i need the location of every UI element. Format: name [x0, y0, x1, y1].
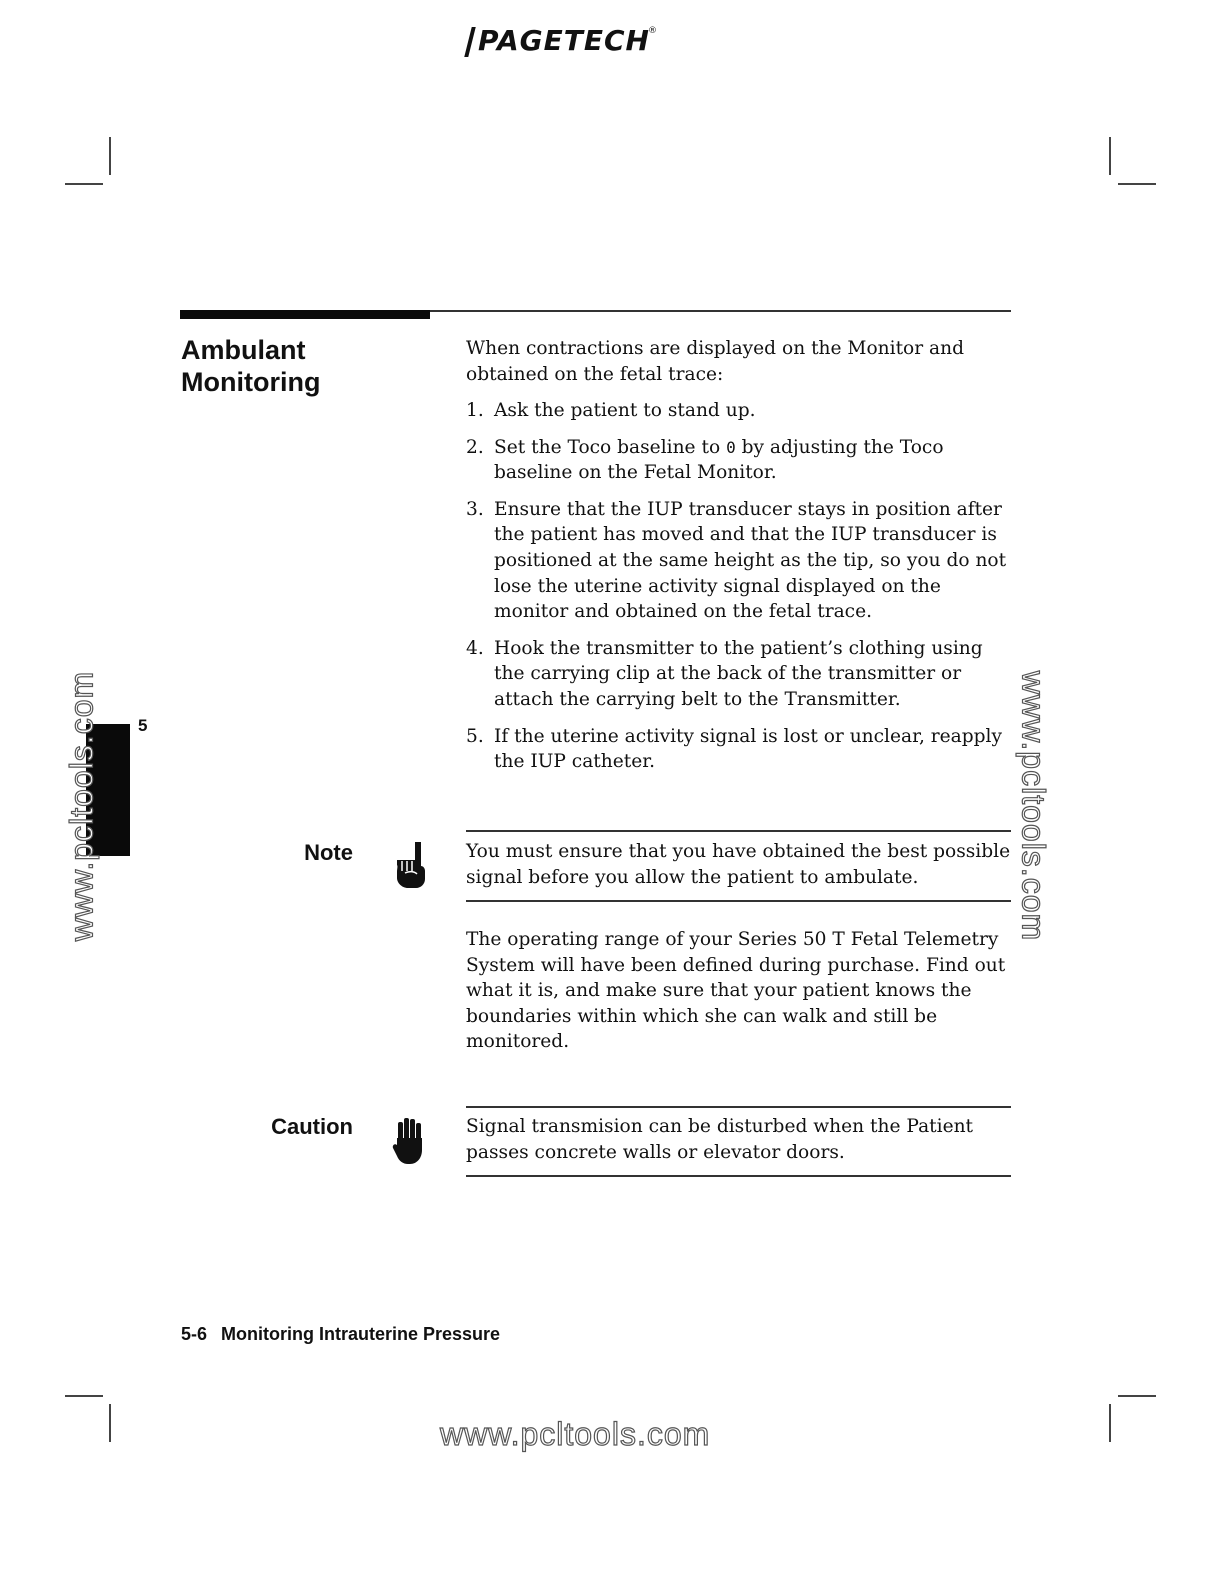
heading-line-2: Monitoring [181, 367, 321, 397]
intro-paragraph: When contractions are displayed on the Monitor and obtained on the fetal trace: [466, 338, 965, 385]
toco-baseline-value: 0 [726, 437, 736, 457]
list-item: 1. Ask the patient to stand up. [466, 400, 756, 421]
watermark-bottom: www.pcltools.com [440, 1416, 711, 1452]
crop-mark-top-right-v [1109, 137, 1111, 175]
crop-mark-bottom-right-h [1118, 1395, 1156, 1397]
crop-mark-top-right-h [1118, 183, 1156, 185]
steps-list [466, 398, 1014, 786]
watermark-right: www.pcltools.com [1015, 670, 1052, 942]
section-rule-thin [430, 310, 1011, 312]
list-item: 5. If the uterine activity signal is lost or unclear, reapply the IUP catheter. [466, 725, 1002, 773]
pointing-hand-icon [393, 840, 429, 892]
chapter-tab-number: 5 [138, 716, 148, 735]
section-rule-thick [180, 310, 430, 319]
note-label: Note [304, 840, 353, 865]
list-item: 3. Ensure that the IUP transducer stays in position after the patient has moved and that the IUP transducer is positioned at the same height as the tip, so you do not lose the uterine activity signal displayed on the monitor and obtained on the fetal trace. [466, 498, 1007, 623]
crop-mark-top-left-h [65, 183, 103, 185]
crop-mark-bottom-left-v [109, 1404, 111, 1442]
logo-text: PAGETECH [478, 24, 650, 57]
pagetech-logo [468, 24, 668, 64]
caution-label: Caution [271, 1114, 353, 1139]
heading-line-1: Ambulant [181, 335, 306, 365]
list-item: 2. Set the Toco baseline to 0 by adjusting the Toco baseline on the Fetal Monitor. [466, 436, 944, 484]
caution-rule-top [466, 1106, 1011, 1108]
registered-mark: ® [648, 26, 658, 36]
note-rule-bottom [466, 900, 1011, 902]
list-item: 4. Hook the transmitter to the patient’s clothing using the carrying clip at the back of the transmitter or attach the carrying belt to the Transmitter. [466, 637, 983, 710]
stop-hand-icon [391, 1116, 427, 1168]
crop-mark-top-left-v [109, 137, 111, 175]
crop-mark-bottom-right-v [1109, 1404, 1111, 1442]
note-text: You must ensure that you have obtained the best possible signal before you allow the patient to ambulate. [466, 841, 1011, 888]
caution-text: Signal transmision can be disturbed when the Patient passes concrete walls or elevator doors. [466, 1116, 974, 1163]
page-number: 5-6 [181, 1324, 208, 1344]
section-heading [181, 334, 421, 398]
page-footer [181, 1324, 500, 1345]
caution-rule-bottom [466, 1175, 1011, 1177]
note-rule-top [466, 830, 1011, 832]
crop-mark-bottom-left-h [65, 1395, 103, 1397]
watermark-left: www.pcltools.com [63, 670, 100, 942]
chapter-title: Monitoring Intrauterine Pressure [221, 1324, 501, 1344]
operating-range-paragraph: The operating range of your Series 50 T Fetal Telemetry System will have been defined during purchase. Find out what it is, and make sure that your patient knows the boundaries within which she can walk and still be monitored. [466, 929, 1006, 1053]
